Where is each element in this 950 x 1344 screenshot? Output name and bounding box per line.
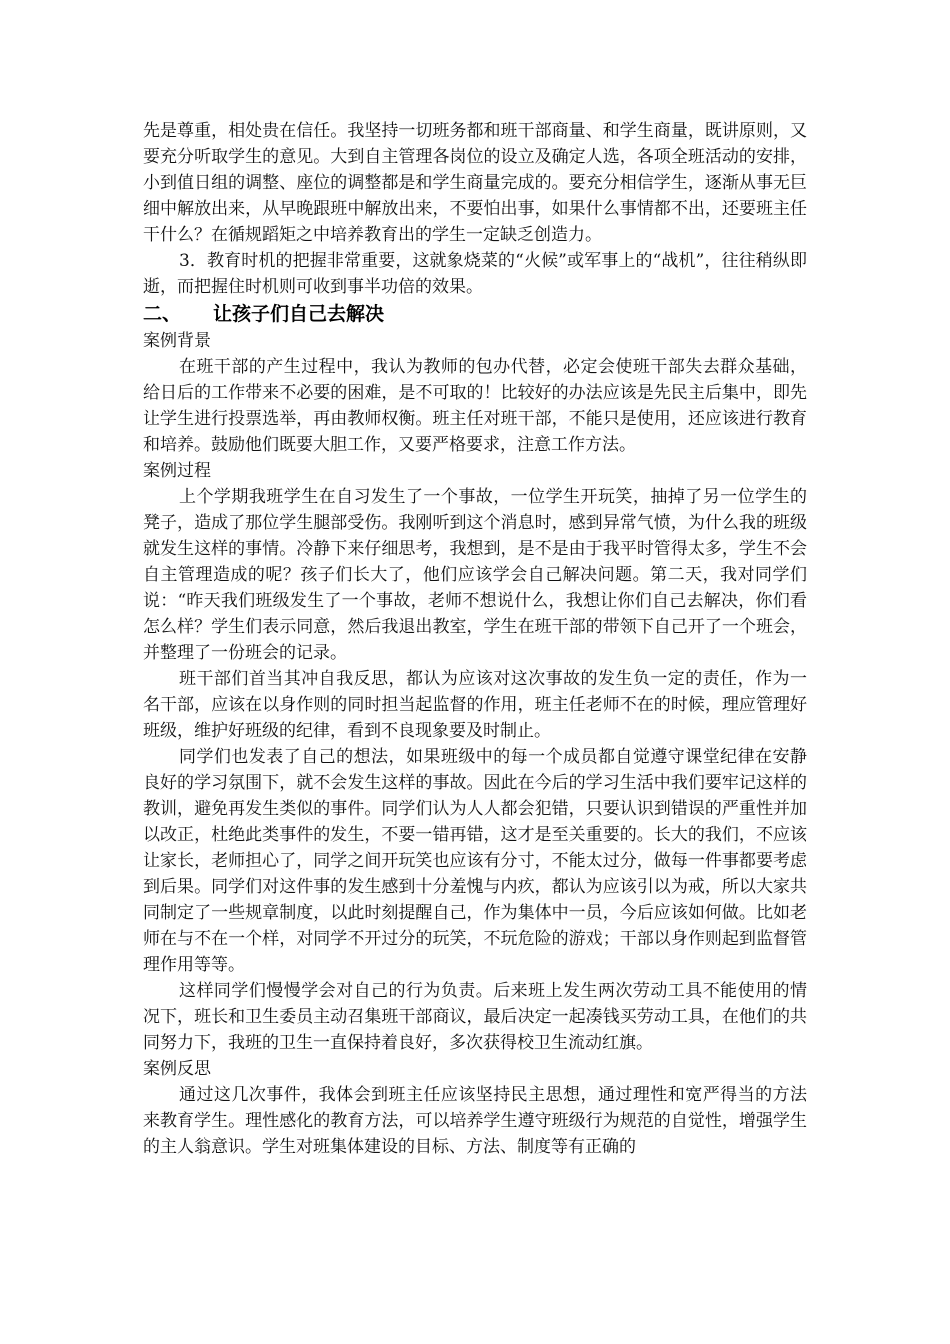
case-reflection-text: 通过这几次事件，我体会到班主任应该坚持民主思想，通过理性和宽严得当的方法来教育学生。理性感化的教育方法，可以培养学生遵守班级行为规范的自觉性，增强学生的主人翁意识。学生对班集体建设的目标、方法、制度等有正确的: [143, 1085, 807, 1157]
section-number: 二、: [143, 303, 182, 325]
case-reflection-label: 案例反思: [143, 1059, 211, 1079]
case-process-paragraph-4: 这样同学们慢慢学会对自己的行为负责。后来班上发生两次劳动工具不能使用的情况下，班长和卫生委员主动召集班干部商议，最后决定一起凑钱买劳动工具，在他们的共同努力下，我班的卫生一直保持着良好，多次获得校卫生流动红旗。: [143, 981, 807, 1053]
section-heading: [143, 300, 807, 328]
case-background-text: 在班干部的产生过程中，我认为教师的包办代替，必定会使班干部失去群众基础，给日后的工作带来不必要的困难，是不可取的！比较好的办法应该是先民主后集中，即先让学生进行投票选举，再由教师权衡。班主任对班干部，不能只是使用，还应该进行教育和培养。鼓励他们既要大胆工作，又要严格要求，注意工作方法。: [143, 357, 807, 455]
case-process-paragraph-2: 班干部们首当其冲自我反思，都认为应该对这次事故的发生负一定的责任，作为一名干部，应该在以身作则的同时担当起监督的作用，班主任老师不在的时候，理应管理好班级，维护好班级的纪律，看到不良现象要及时制止。: [143, 669, 807, 741]
case-process-paragraph-1: 上个学期我班学生在自习发生了一个事故，一位学生开玩笑，抽掉了另一位学生的凳子，造成了那位学生腿部受伤。我刚听到这个消息时，感到异常气愤，为什么我的班级就发生这样的事情。冷静下来仔细思考，我想到，是不是由于我平时管得太多，学生不会自主管理造成的呢？孩子们长大了，他们应该学会自己解决问题。第二天，我对同学们说：“昨天我们班级发生了一个事故，老师不想说什么，我想让你们自己去解决，你们看怎么样？学生们表示同意，然后我退出教室，学生在班干部的带领下自己开了一个班会，并整理了一份班会的记录。: [143, 487, 807, 663]
case-background-label: 案例背景: [143, 331, 211, 351]
section-title: 让孩子们自己去解决: [213, 303, 385, 325]
case-process-paragraph-3: 同学们也发表了自己的想法，如果班级中的每一个成员都自觉遵守课堂纪律在安静良好的学习氛围下，就不会发生这样的事故。因此在今后的学习生活中我们要牢记这样的教训，避免再发生类似的事件。同学们认为人人都会犯错，只要认识到错误的严重性并加以改正，杜绝此类事件的发生，不要一错再错，这才是至关重要的。长大的我们，不应该让家长，老师担心了，同学之间开玩笑也应该有分寸，不能太过分，做每一件事都要考虑到后果。同学们对这件事的发生感到十分羞愧与内疚，都认为应该引以为戒，所以大家共同制定了一些规章制度，以此时刻提醒自己，作为集体中一员，今后应该如何做。比如老师在与不在一个样，对同学不开过分的玩笑，不玩危险的游戏；干部以身作则起到监督管理作用等等。: [143, 747, 807, 975]
paragraph-education-timing: 3．教育时机的把握非常重要，这就象烧菜的“火候”或军事上的“战机”，往往稍纵即逝，而把握住时机则可收到事半功倍的效果。: [143, 251, 807, 297]
case-process-label: 案例过程: [143, 461, 211, 481]
paragraph-respect-trust: 先是尊重，相处贵在信任。我坚持一切班务都和班干部商量、和学生商量，既讲原则，又要充分听取学生的意见。大到自主管理各岗位的设立及确定人选，各项全班活动的安排，小到值日组的调整、座位的调整都是和学生商量完成的。要充分相信学生，逐渐从事无巨细中解放出来，从早晚跟班中解放出来，不要怕出事，如果什么事情都不出，还要班主任干什么？在循规蹈矩之中培养教育出的学生一定缺乏创造力。: [143, 121, 807, 245]
document-page: [143, 118, 807, 1160]
